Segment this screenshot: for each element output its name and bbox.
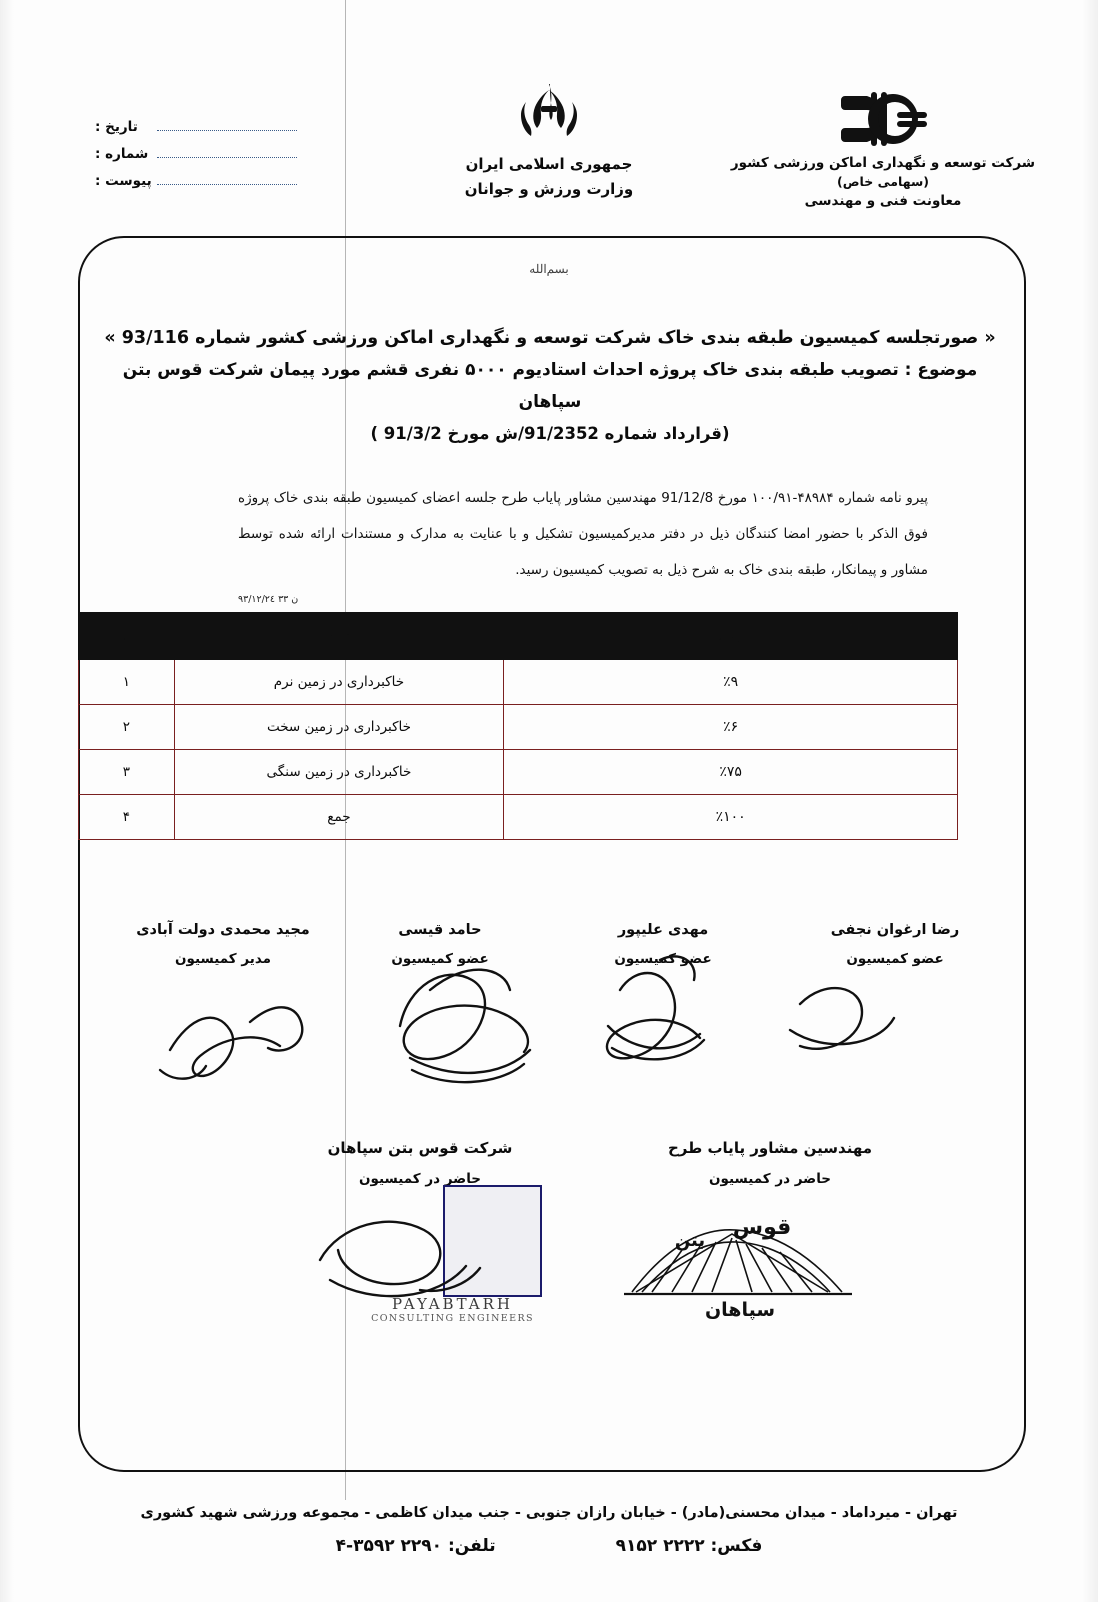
meta-value-attachment[interactable] bbox=[157, 172, 297, 185]
signature-block-2 bbox=[558, 918, 768, 976]
iran-emblem-icon bbox=[514, 80, 584, 144]
cell-percent: ٪۱۰۰ bbox=[504, 795, 958, 840]
footer-phone: تلفن: ۲۲۹۰ ۳۵۹۲-۴ bbox=[335, 1536, 496, 1556]
title-line-3: (قرارداد شماره 91/2352/ش مورخ 91/3/2 ) bbox=[370, 424, 730, 443]
soil-classification-table bbox=[78, 612, 958, 840]
cell-description: خاکبرداری در زمین نرم bbox=[174, 660, 504, 705]
payabtarh-stamp bbox=[365, 1185, 540, 1324]
company-type: (سهامی خاص) bbox=[837, 174, 929, 189]
cell-row-number: ۲ bbox=[79, 705, 175, 750]
document-title bbox=[100, 322, 1000, 450]
signatory-role: مدیر کمیسیون bbox=[175, 951, 271, 967]
cell-percent: ٪۷۵ bbox=[504, 750, 958, 795]
table-header-row bbox=[79, 613, 958, 660]
table-header-row-number bbox=[79, 613, 175, 660]
signatory-role: عضو کمیسیون bbox=[846, 951, 944, 967]
signature-block-3 bbox=[335, 918, 545, 976]
payabtarh-stamp-box bbox=[443, 1185, 542, 1297]
letterhead bbox=[0, 70, 1098, 230]
body-paragraph bbox=[238, 480, 928, 618]
signature-row-commission bbox=[100, 918, 1000, 1038]
table-row bbox=[79, 660, 958, 705]
signature-block-1 bbox=[790, 918, 1000, 976]
cell-description: خاکبرداری در زمین سخت bbox=[174, 705, 504, 750]
signatory-role: عضو کمیسیون bbox=[391, 951, 489, 967]
cell-percent: ٪۹ bbox=[504, 660, 958, 705]
qows-stamp-line2: بتن bbox=[674, 1230, 706, 1251]
bismillah-text: بسم‌الله bbox=[529, 262, 569, 276]
country-name: جمهوری اسلامی ایران bbox=[465, 155, 633, 173]
signatory-role: عضو کمیسیون bbox=[614, 951, 712, 967]
title-line-2: موضوع : تصویب طبقه بندی خاک پروژه احداث استادیوم ۵۰۰۰ نفری قشم مورد پیمان شرکت قوس بتن سپاهان bbox=[122, 360, 978, 412]
party-role: حاضر در کمیسیون bbox=[359, 1171, 481, 1187]
national-header-block bbox=[369, 80, 729, 202]
qows-stamp-line1: قوس bbox=[732, 1215, 792, 1240]
table-row bbox=[79, 795, 958, 840]
meta-row-number bbox=[95, 145, 305, 172]
signatory-name: مجید محمدی دولت آبادی bbox=[136, 922, 310, 938]
title-line-1: « صورتجلسه کمیسیون طبقه بندی خاک شرکت توسعه و نگهداری اماکن ورزشی کشور شماره 93/116 » bbox=[104, 328, 996, 348]
footer-address: تهران - میرداماد - میدان محسنی(مادر) - خیابان رازان جنوبی - جنب میدان کاظمی - مجموعه ورزشی شهید کشوری bbox=[140, 1505, 958, 1521]
footer-contact bbox=[0, 1536, 1098, 1556]
signature-block-consultant bbox=[630, 1135, 910, 1197]
signatory-name: مهدی علیپور bbox=[617, 922, 709, 938]
scan-edge-right bbox=[1082, 0, 1098, 1602]
meta-value-number[interactable] bbox=[157, 145, 297, 158]
cell-row-number: ۳ bbox=[79, 750, 175, 795]
company-logo-icon bbox=[831, 90, 935, 148]
registration-reference: ن ٣٣ ٩٣/١٢/٢٤ bbox=[238, 594, 299, 605]
table-header bbox=[79, 613, 958, 660]
party-name: شرکت قوس بتن سپاهان bbox=[327, 1139, 513, 1157]
company-header-block bbox=[718, 90, 1048, 211]
signatory-name: حامد قیسی bbox=[398, 922, 482, 938]
cell-percent: ٪۶ bbox=[504, 705, 958, 750]
ministry-name: وزارت ورزش و جوانان bbox=[464, 180, 634, 198]
body-paragraph-text: پیرو نامه شماره ۴۸۹۸۴-۱۰۰/۹۱ مورخ 91/12/8 مهندسین مشاور پایاب طرح جلسه اعضای کمیسیون طبقه بندی خاک پروژه فوق الذکر با حضور امضا کنندگان ذیل در دفتر مدیرکمیسیون تشکیل و با عنایت به مدارک و مستندات ارائه شده توسط مشاور و پیمانکار، طبقه بندی خاک به شرح ذیل به تصویب کمیسیون رسید. bbox=[238, 490, 928, 578]
table-row bbox=[79, 705, 958, 750]
meta-row-attachment bbox=[95, 172, 305, 199]
scan-edge-left bbox=[0, 0, 14, 1602]
company-department: معاونت فنی و مهندسی bbox=[804, 193, 962, 209]
meta-row-date bbox=[95, 118, 305, 145]
footer bbox=[0, 1498, 1098, 1556]
meta-label-attachment: پیوست : bbox=[95, 173, 152, 189]
payabtarh-stamp-name: PAYABTARH bbox=[392, 1295, 513, 1313]
letter-meta-block bbox=[95, 118, 305, 199]
table-body bbox=[79, 660, 958, 840]
qows-stamp-line3: سپاهان bbox=[704, 1299, 776, 1320]
cell-row-number: ۴ bbox=[79, 795, 175, 840]
meta-label-date: تاریخ : bbox=[95, 119, 138, 135]
cell-row-number: ۱ bbox=[79, 660, 175, 705]
cell-description: خاکبرداری در زمین سنگی bbox=[174, 750, 504, 795]
meta-value-date[interactable] bbox=[157, 118, 297, 131]
footer-fax: فکس: ۲۲۲۲ ۹۱۵۲ bbox=[615, 1536, 763, 1556]
meta-label-number: شماره : bbox=[95, 146, 149, 162]
signatory-name: رضا ارغوان نجفی bbox=[830, 922, 960, 938]
company-name: شرکت توسعه و نگهداری اماکن ورزشی کشور bbox=[730, 155, 1036, 171]
table-header-percent bbox=[504, 613, 958, 660]
party-role: حاضر در کمیسیون bbox=[709, 1171, 831, 1187]
signature-block-4 bbox=[118, 918, 328, 976]
table-row bbox=[79, 750, 958, 795]
cell-description: جمع bbox=[174, 795, 504, 840]
qows-beton-stamp bbox=[612, 1190, 867, 1320]
payabtarh-stamp-sub: CONSULTING ENGINEERS bbox=[371, 1313, 534, 1324]
table-header-description bbox=[174, 613, 504, 660]
party-name: مهندسین مشاور پایاب طرح bbox=[667, 1139, 873, 1157]
